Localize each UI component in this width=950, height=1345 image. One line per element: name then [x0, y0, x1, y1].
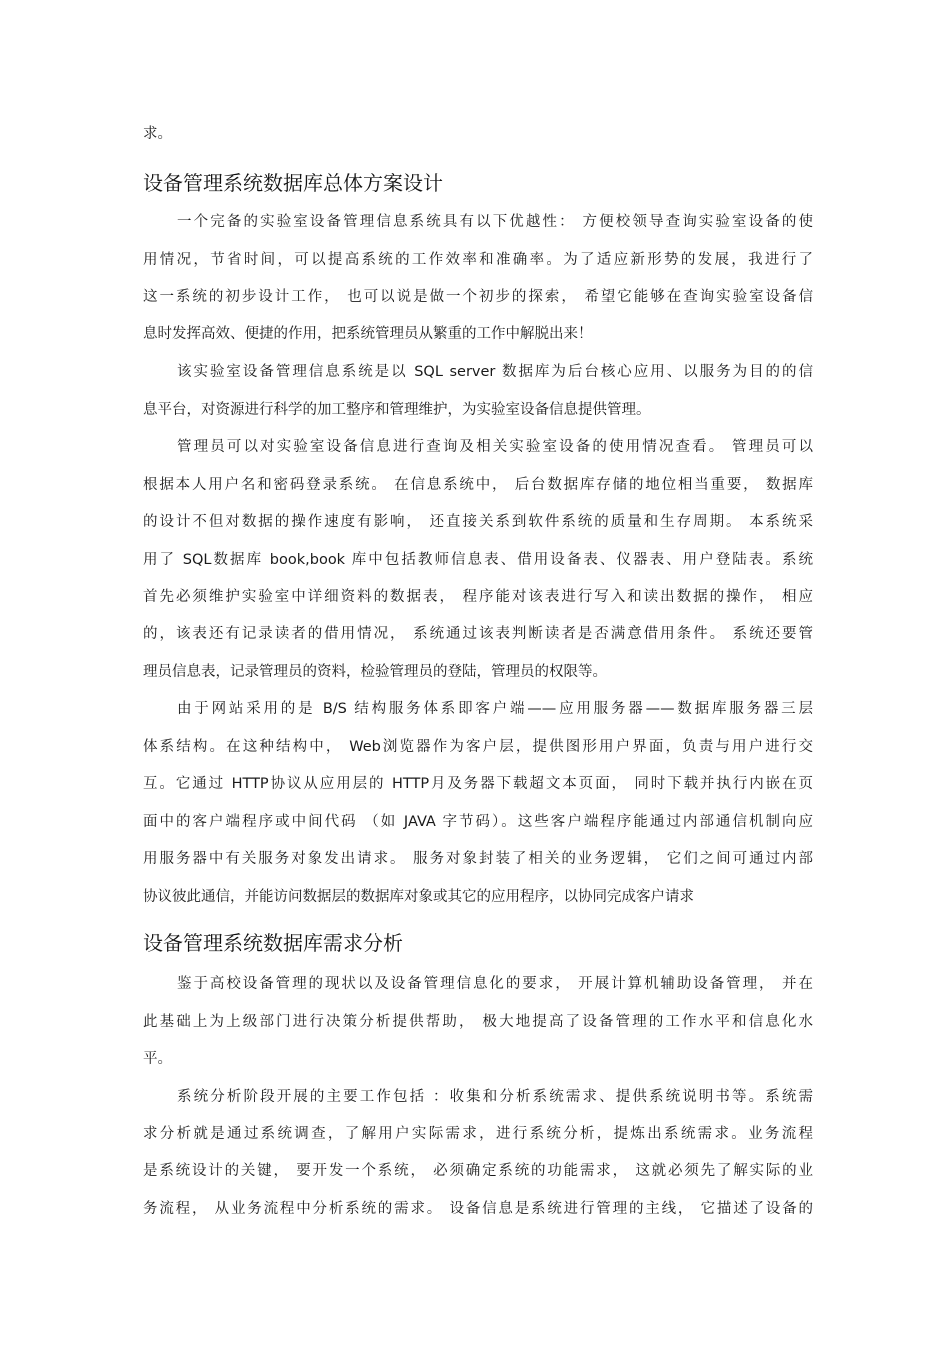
- paragraph-line: 务流程， 从业务流程中分析系统的需求。 设备信息是系统进行管理的主线， 它描述了设备的: [143, 1201, 813, 1217]
- section-heading: 设备管理系统数据库需求分析: [143, 931, 403, 955]
- paragraph-line: 的，该表还有记录读者的借用情况， 系统通过该表判断读者是否满意借用条件。 系统还要管: [143, 626, 813, 642]
- paragraph-line: 求分析就是通过系统调查，了解用户实际需求，进行系统分析，提炼出系统需求。业务流程: [143, 1126, 813, 1142]
- section-heading: 设备管理系统数据库总体方案设计: [143, 171, 443, 195]
- paragraph-line: 理员信息表，记录管理员的资料，检验管理员的登陆，管理员的权限等。: [143, 664, 607, 680]
- paragraph-line: 首先必须维护实验室中详细资料的数据表， 程序能对该表进行写入和读出数据的操作， 相应: [143, 589, 813, 605]
- paragraph-line: 平。: [143, 1051, 172, 1067]
- paragraph-line: 息时发挥高效、便捷的作用，把系统管理员从繁重的工作中解脱出来！: [143, 326, 593, 342]
- paragraph-line: 用情况，节省时间，可以提高系统的工作效率和准确率。为了适应新形势的发展，我进行了: [143, 252, 813, 268]
- paragraph-line: 的设计不但对数据的操作速度有影响， 还直接关系到软件系统的质量和生存周期。 本系统采: [143, 514, 813, 530]
- paragraph-line: 管理员可以对实验室设备信息进行查询及相关实验室设备的使用情况查看。 管理员可以: [177, 439, 813, 455]
- paragraph-line: 根据本人用户名和密码登录系统。 在信息系统中， 后台数据库存储的地位相当重要， 数据库: [143, 477, 813, 493]
- paragraph-line: 系统分析阶段开展的主要工作包括 ：收集和分析系统需求、提供系统说明书等。系统需: [177, 1089, 813, 1105]
- paragraph-line: 此基础上为上级部门进行决策分析提供帮助， 极大地提高了设备管理的工作水平和信息化水: [143, 1014, 813, 1030]
- paragraph-line: 息平台，对资源进行科学的加工整序和管理维护，为实验室设备信息提供管理。: [143, 402, 651, 418]
- paragraph-line: 由于网站采用的是 B/S 结构服务体系即客户端——应用服务器——数据库服务器三层: [177, 701, 813, 717]
- paragraph-line: 鉴于高校设备管理的现状以及设备管理信息化的要求， 开展计算机辅助设备管理， 并在: [177, 976, 813, 992]
- paragraph-line: 体系结构。在这种结构中， Web浏览器作为客户层，提供图形用户界面，负责与用户进行交: [143, 739, 813, 755]
- paragraph-line: 该实验室设备管理信息系统是以 SQL server 数据库为后台核心应用、以服务为目的的信: [177, 364, 813, 380]
- text-line: 求。: [143, 126, 172, 142]
- paragraph-line: 用了 SQL数据库 book,book 库中包括教师信息表、借用设备表、仪器表、用户登陆表。系统: [143, 552, 813, 568]
- paragraph-line: 用服务器中有关服务对象发出请求。 服务对象封装了相关的业务逻辑， 它们之间可通过内部: [143, 851, 813, 867]
- paragraph-line: 是系统设计的关键， 要开发一个系统， 必须确定系统的功能需求， 这就必须先了解实际的业: [143, 1163, 813, 1179]
- paragraph-line: 协议彼此通信，并能访问数据层的数据库对象或其它的应用程序，以协同完成客户请求: [143, 889, 694, 905]
- paragraph-line: 面中的客户端程序或中间代码 （如 JAVA 字节码）。这些客户端程序能通过内部通信机制向应: [143, 814, 813, 830]
- paragraph-line: 互。它通过 HTTP协议从应用层的 HTTP月及务器下载超文本页面， 同时下载并执行内嵌在页: [143, 776, 813, 792]
- paragraph-line: 这一系统的初步设计工作， 也可以说是做一个初步的探索， 希望它能够在查询实验室设备信: [143, 289, 813, 305]
- paragraph-line: 一个完备的实验室设备管理信息系统具有以下优越性： 方便校领导查询实验室设备的使: [177, 214, 813, 230]
